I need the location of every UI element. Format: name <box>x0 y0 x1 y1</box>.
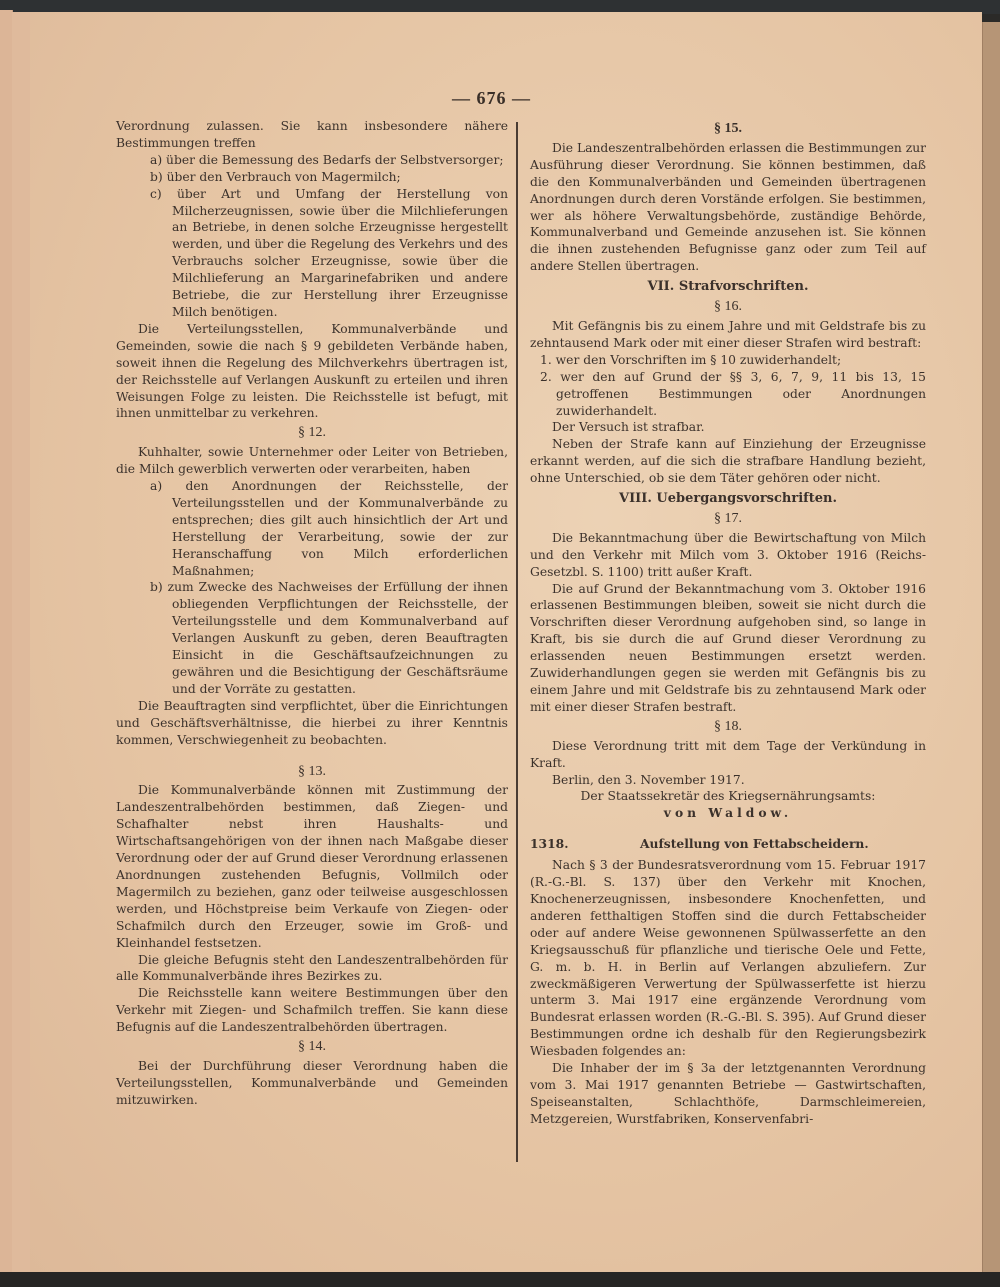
paragraph: Die Reichsstelle kann weitere Bestimmungen über den Verkehr mit Ziegen- und Schafmilch treffen. Sie kann diese Befugnis auf die Landeszentralbehörden übertragen. <box>116 986 508 1035</box>
list-item: c) über Art und Umfang der Herstellung von Milcherzeugnissen, sowie über die Milchlieferungen an Betriebe, in denen solche Erzeugnisse hergestellt werden, und über die Regelung des Verkehrs und des Verbrauchs solcher Erzeugnisse, sowie über die Milchlieferung an Margarinefabriken und andere Betriebe, die zur Herstellung ihrer Erzeugnisse Milch benötigen. <box>150 186 508 319</box>
paragraph: Die Bekanntmachung über die Bewirtschaftung von Milch und den Verkehr mit Milch vom 3. Oktober 1916 (Reichs-Gesetzbl. S. 1100) tritt außer Kraft. <box>530 530 926 579</box>
paragraph: Die Verteilungsstellen, Kommunalverbände und Gemeinden, sowie die nach § 9 gebildeten Verbände haben, soweit ihnen die Regelung des Milchverkehrs übertragen ist, der Reichsstelle auf Verlangen Auskunft zu erteilen und ihren Weisungen Folge zu leisten. Die Reichsstelle ist befugt, mit ihnen unmittelbar zu verkehren. <box>116 321 508 421</box>
paragraph: Die auf Grund der Bekanntmachung vom 3. Oktober 1916 erlassenen Bestimmungen bleiben, soweit sie nicht durch die Vorschriften dieser Verordnung aufgehoben sind, so lange in Kraft, bis sie durch die auf Grund dieser Verordnung zu erlassenden neuen Bestimmungen ersetzt werden. Zuwiderhandlungen gegen sie werden mit Gefängnis bis zu einem Jahre und mit Geldstrafe bis zu zehntausend Mark oder mit einer dieser Strafen bestraft. <box>530 581 926 714</box>
column-divider <box>516 122 518 1162</box>
paragraph: Kuhhalter, sowie Unternehmer oder Leiter von Betrieben, die Milch gewerblich verwerten oder verarbeiten, haben <box>116 445 508 477</box>
paragraph: Nach § 3 der Bundesratsverordnung vom 15. Februar 1917 (R.-G.-Bl. S. 137) über den Verkehr mit Knochen, Knochenerzeugnissen, insbesondere Knochenfetten, und anderen fetthaltigen Stoffen sind die durch Fettabscheider oder auf andere Weise gewonnenen Spülwasserfette an den Kriegsausschuß für pflanzliche und tierische Oele und Fette, G. m. b. H. in Berlin auf Verlangen abzuliefern. Zur zweckmäßigeren Verwertung der Spülwasserfette ist hierzu unterm 3. Mai 1917 eine ergänzende Verordnung vom Bundesrat erlassen worden (R.-G.-Bl. S. 395). Auf Grund dieser Bestimmungen ordne ich deshalb für den Regierungsbezirk Wiesbaden folgendes an: <box>530 858 926 1059</box>
list-item: 2. wer den auf Grund der §§ 3, 6, 7, 9, 11 bis 13, 15 getroffenen Bestimmungen oder Anordnungen zuwiderhandelt. <box>540 369 926 418</box>
list-item: b) zum Zwecke des Nachweises der Erfüllung der ihnen obliegenden Verpflichtungen der Reichsstelle, der Verteilungsstelle und dem Kommunalverband auf Verlangen Auskunft zu geben, deren Beauftragten Einsicht in die Geschäftsaufzeichnungen zu gewähren und die Besichtigung der Geschäftsräume und der Vorräte zu gestatten. <box>150 580 508 696</box>
section-heading: § 12. <box>298 425 326 441</box>
signatory-name: von Waldow. <box>663 805 793 821</box>
section-heading: § 15. <box>714 121 742 136</box>
entry-title: Aufstellung von Fettabscheidern. <box>640 836 869 852</box>
scan-background-bottom <box>0 1272 1000 1287</box>
list-item: 1. wer den Vorschriften im § 10 zuwiderhandelt; <box>540 352 842 367</box>
section-heading: § 14. <box>298 1039 326 1055</box>
paragraph: Bei der Durchführung dieser Verordnung haben die Verteilungsstellen, Kommunalverbände und Gemeinden mitzuwirken. <box>116 1058 508 1107</box>
chapter-heading: VII. Strafvorschriften. <box>647 279 809 295</box>
page-stack-edge <box>12 12 31 1274</box>
chapter-heading: VIII. Uebergangsvorschriften. <box>619 491 837 507</box>
paragraph: Die Inhaber der im § 3a der letztgenannten Verordnung vom 3. Mai 1917 genannten Betriebe — Gastwirtschaften, Speiseanstalten, Schlachthöfe, Darmschleimereien, Metzgereien, Wurstfabriken, Konservenfabri- <box>530 1061 926 1126</box>
section-heading: § 16. <box>714 299 742 315</box>
section-heading: § 17. <box>714 510 742 526</box>
book-cover-edge <box>982 22 1000 1272</box>
entry-number: 1318. <box>530 836 569 852</box>
paragraph: Die Beauftragten sind verpflichtet, über die Einrichtungen und Geschäftsverhältnisse, die hierbei zu ihrer Kenntnis kommen, Verschwiegenheit zu beobachten. <box>116 698 508 747</box>
page-number: — 676 — <box>452 88 531 108</box>
list-item: b) über den Verbrauch von Magermilch; <box>150 169 401 184</box>
paragraph: Der Versuch ist strafbar. <box>552 420 705 435</box>
paragraph: Die Landeszentralbehörden erlassen die Bestimmungen zur Ausführung dieser Verordnung. Sie können bestimmen, daß die den Kommunalverbänden und Gemeinden übertragenen Anordnungen durch deren Vorstände erfolgen. Sie bestimmen, wer als höhere Verwaltungsbehörde, zuständige Behörde, Kommunalverband und Gemeinde anzusehen ist. Sie können die ihnen zustehenden Befugnisse ganz oder zum Teil auf andere Stellen übertragen. <box>530 140 926 274</box>
right-column <box>530 118 926 1128</box>
spacer <box>116 749 508 761</box>
paragraph: Neben der Strafe kann auf Einziehung der Erzeugnisse erkannt werden, auf die sich die strafbare Handlung bezieht, ohne Unterschied, ob sie dem Täter gehören oder nicht. <box>530 437 926 486</box>
section-heading: § 13. <box>298 763 326 779</box>
left-column <box>116 118 508 1109</box>
paragraph: Die Kommunalverbände können mit Zustimmung der Landeszentralbehörden bestimmen, daß Ziegen- und Schafhalter nebst ihren Haushalts- und Wirtschaftsangehörigen von der ihnen nach Maßgabe dieser Verordnung oder der auf Grund dieser Verordnung erlassenen Anordnungen zustehenden Befugnis, Vollmilch oder Magermilch zu beziehen, ganz oder teilweise ausgeschlossen werden, und Höchstpreise beim Verkaufe von Ziegen- oder Schafmilch durch den Erzeuger, sowie im Groß- und Kleinhandel festsetzen. <box>116 783 508 950</box>
paragraph: Mit Gefängnis bis zu einem Jahre und mit Geldstrafe bis zu zehntausend Mark oder mit einer dieser Strafen wird bestraft: <box>530 318 926 350</box>
entry-heading <box>530 836 926 853</box>
paragraph: Verordnung zulassen. Sie kann insbesondere nähere Bestimmungen treffen <box>116 119 508 150</box>
list-item: a) über die Bemessung des Bedarfs der Selbstversorger; <box>150 152 504 167</box>
list-item: a) den Anordnungen der Reichsstelle, der Verteilungsstellen und der Kommunalverbände zu entsprechen; dies gilt auch hinsichtlich der Art und Herstellung der Verarbeitung, sowie der zur Heranschaffung von Milch erforderlichen Maßnahmen; <box>150 479 508 578</box>
paragraph: Die gleiche Befugnis steht den Landeszentralbehörden für alle Kommunalverbände ihres Bezirkes zu. <box>116 952 508 984</box>
place-date: Berlin, den 3. November 1917. <box>552 772 745 787</box>
section-heading: § 18. <box>714 718 742 734</box>
paragraph: Diese Verordnung tritt mit dem Tage der Verkündung in Kraft. <box>530 738 926 770</box>
signatory-title: Der Staatssekretär des Kriegsernährungsamts: <box>580 789 876 804</box>
